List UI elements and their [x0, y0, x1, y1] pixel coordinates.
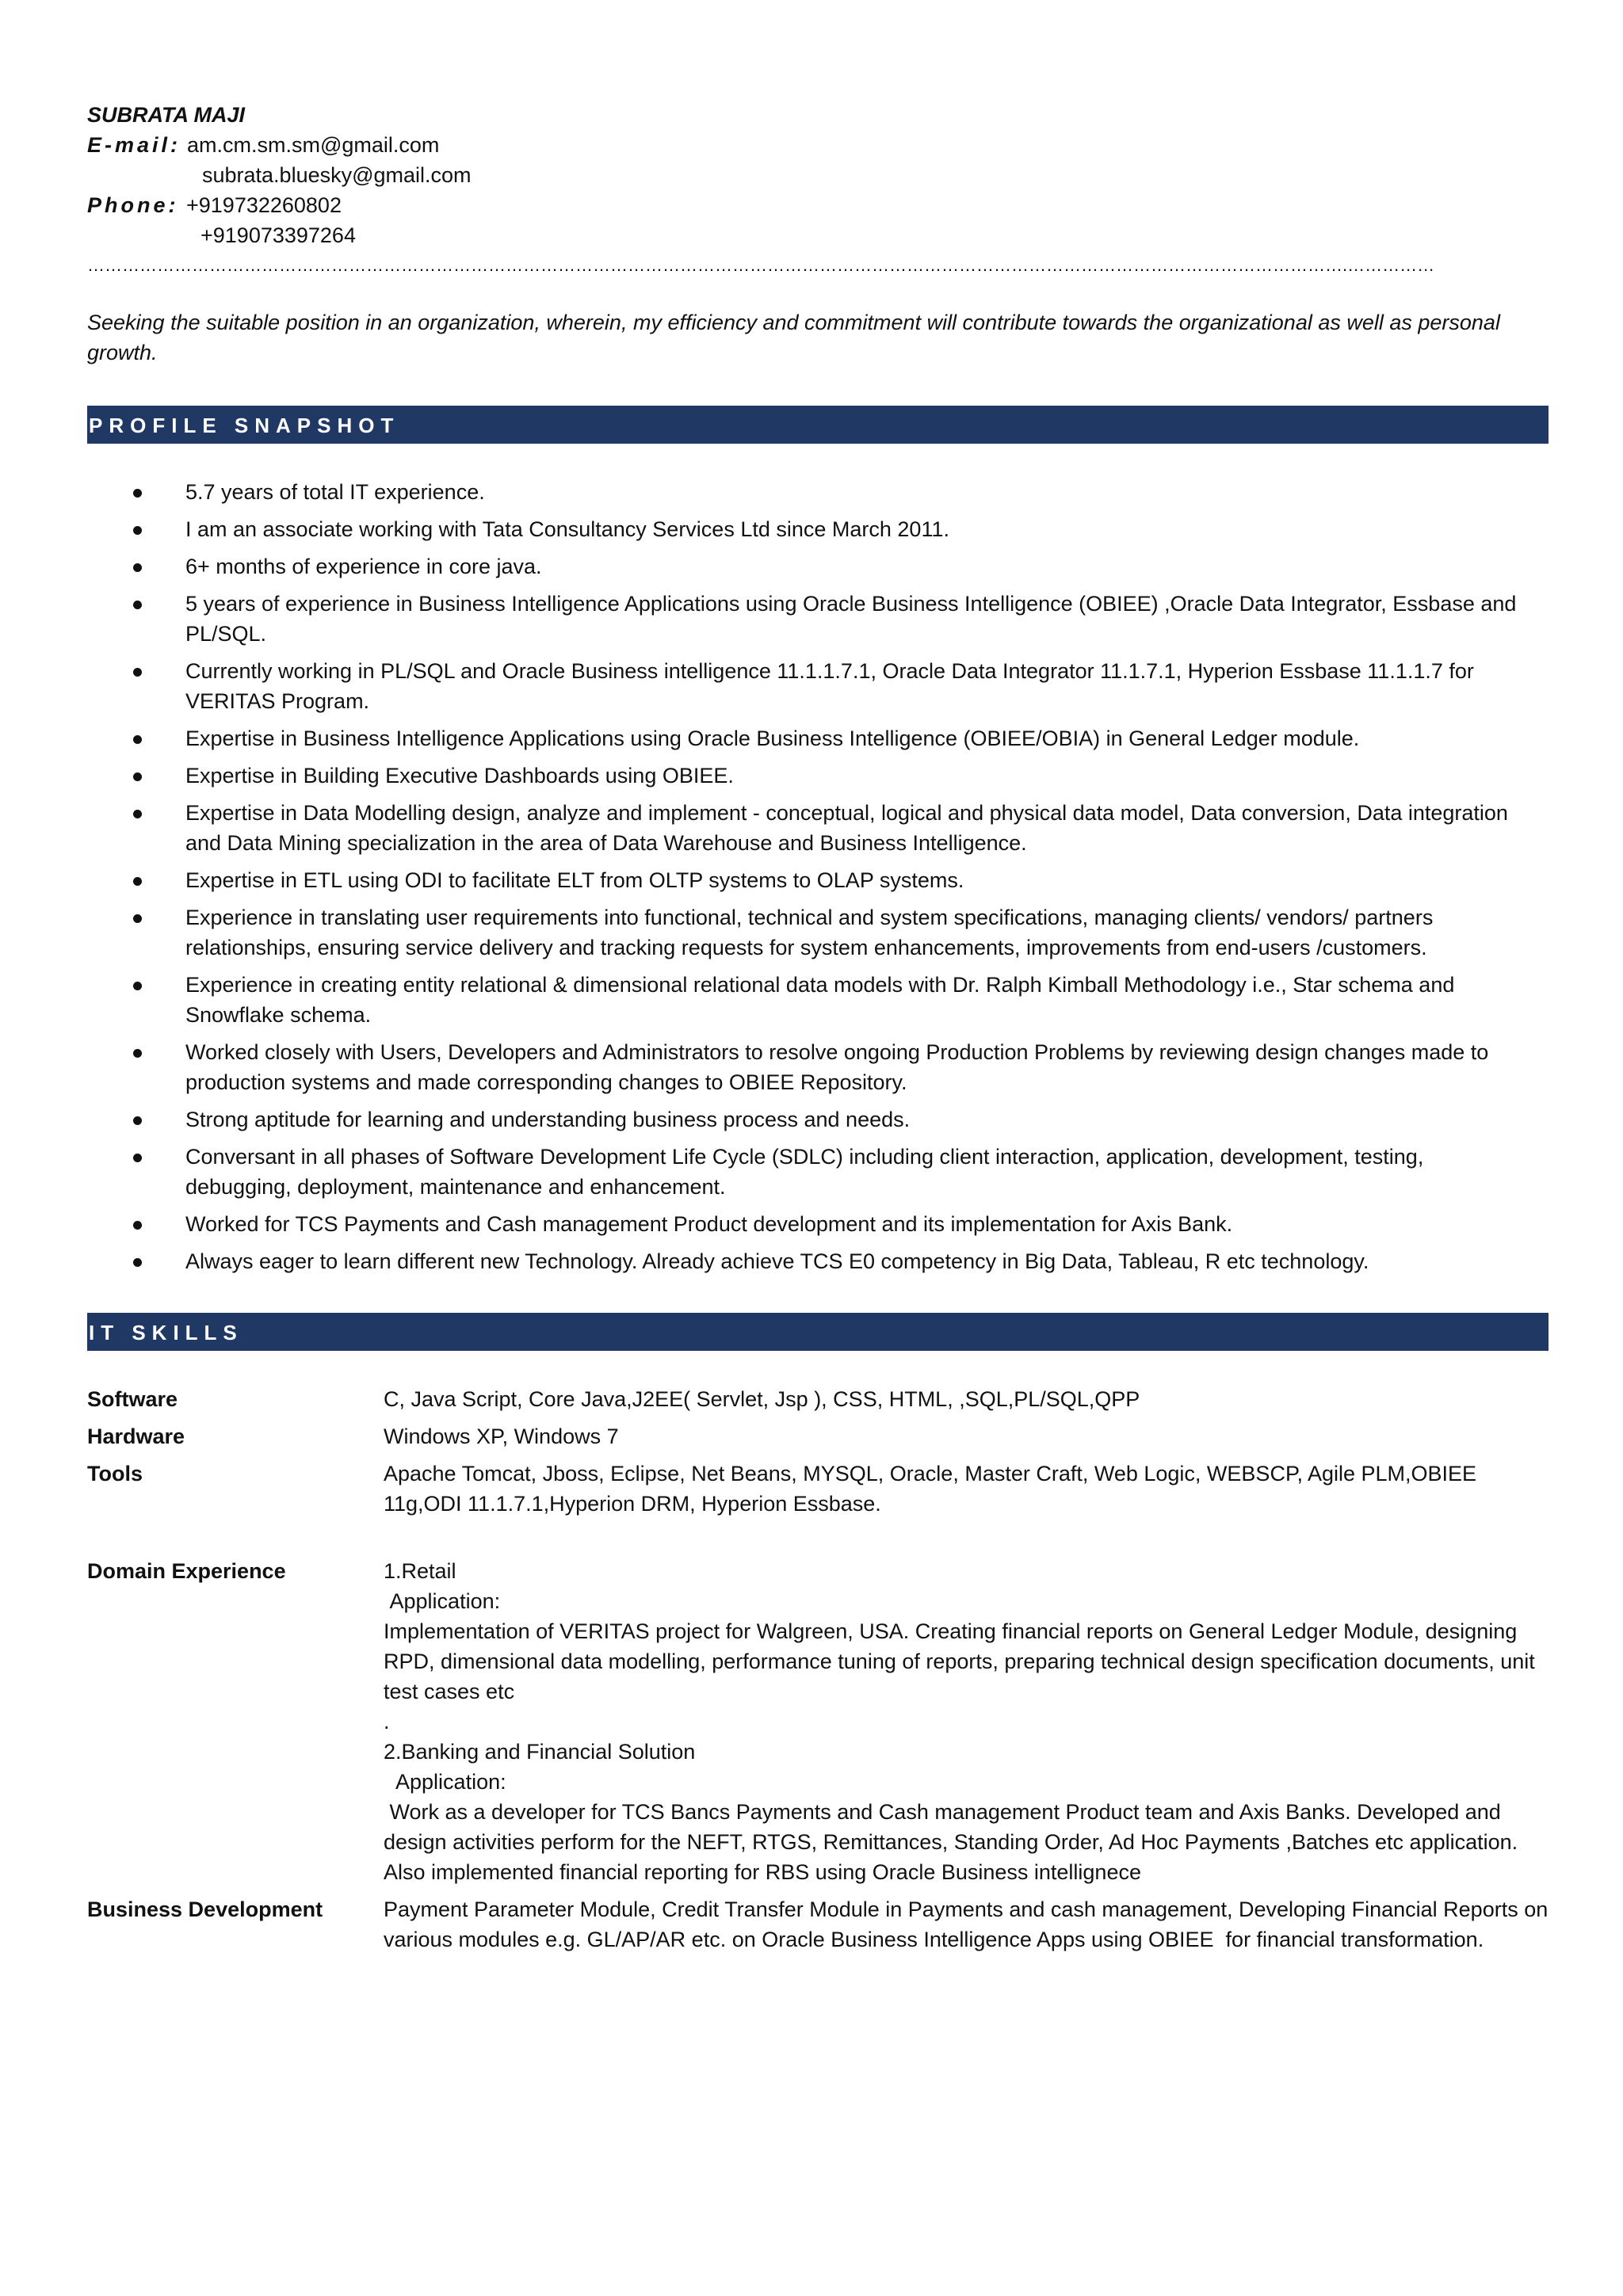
list-item-text: I am an associate working with Tata Consultancy Services Ltd since March 2011.: [185, 517, 949, 541]
bullet-icon: [133, 1049, 142, 1058]
table-row: [87, 1459, 1549, 1549]
list-item: [87, 1209, 1526, 1239]
bullet-icon: [133, 668, 142, 677]
skill-value: [384, 1894, 1554, 1955]
list-item: [87, 723, 1526, 753]
skill-value-line: 2.Banking and Financial Solution: [384, 1740, 696, 1764]
list-item-text: 6+ months of experience in core java.: [185, 555, 542, 578]
bullet-icon: [133, 735, 142, 744]
skill-value: [384, 1421, 1549, 1451]
list-item: [87, 1246, 1526, 1276]
bullet-icon: [133, 982, 142, 990]
list-item-text: Worked closely with Users, Developers and Administrators to resolve ongoing Production Problems by reviewing design changes made to production systems and made corresponding changes to OBIEE Repository.: [185, 1040, 1489, 1094]
skill-value-line: .: [384, 1710, 390, 1733]
skill-value-line: [384, 1519, 1549, 1549]
list-item: [87, 514, 1526, 544]
skills-table: [87, 1384, 1554, 1955]
phone-row: [87, 190, 1549, 220]
skill-value: [384, 1556, 1549, 1887]
phone-secondary: +919073397264: [200, 223, 356, 247]
bullet-icon: [133, 877, 142, 886]
list-item: [87, 589, 1526, 649]
skill-label: Domain Experience: [87, 1559, 286, 1583]
list-item-text: Strong aptitude for learning and understanding business process and needs.: [185, 1108, 911, 1131]
list-item: [87, 970, 1526, 1030]
skill-value-line: Apache Tomcat, Jboss, Eclipse, Net Beans, MYSQL, Oracle, Master Craft, Web Logic, WEBSCP, Agile PLM,OBIEE 11g,ODI 11.1.7.1,Hyperion DRM, Hyperion Essbase.: [384, 1462, 1483, 1516]
list-item-text: Expertise in Building Executive Dashboards using OBIEE.: [185, 764, 734, 788]
table-row: [87, 1421, 1549, 1451]
bullet-icon: [133, 772, 142, 781]
email-row: [87, 130, 1549, 160]
table-row: [87, 1556, 1549, 1887]
skill-value-line: Also implemented financial reporting for RBS using Oracle Business intellignece: [384, 1860, 1141, 1884]
table-row: [87, 1384, 1549, 1414]
skill-label: Business Development: [87, 1897, 323, 1921]
bullet-icon: [133, 1221, 142, 1230]
profile-heading-text: PROFILE SNAPSHOT: [89, 414, 400, 437]
list-item-text: Worked for TCS Payments and Cash management Product development and its implementation for Axis Bank.: [185, 1212, 1233, 1236]
candidate-name: SUBRATA MAJI: [87, 103, 245, 127]
list-item-text: Conversant in all phases of Software Development Life Cycle (SDLC) including client interaction, application, development, testing, debugging, deployment, maintenance and enhancement.: [185, 1145, 1424, 1199]
bullet-icon: [133, 563, 142, 572]
skill-value: [384, 1384, 1549, 1414]
resume-page: [87, 100, 1554, 1962]
list-item: [87, 761, 1526, 791]
list-item-text: Experience in translating user requirements into functional, technical and system specifications, managing clients/ vendors/ partners relationships, ensuring service delivery and tracking requests for system enhancements, improvements from end-users /customers.: [185, 906, 1434, 959]
section-heading-skills: [87, 1313, 1549, 1351]
list-item: [87, 902, 1526, 963]
skill-value-line: Windows XP, Windows 7: [384, 1425, 619, 1448]
skill-value-line: 1.Retail: [384, 1559, 456, 1583]
list-item: [87, 477, 1526, 507]
email-secondary: subrata.bluesky@gmail.com: [202, 163, 472, 187]
list-item: [87, 1037, 1526, 1097]
list-item-text: Expertise in ETL using ODI to facilitate ELT from OLTP systems to OLAP systems.: [185, 868, 964, 892]
list-item-text: Currently working in PL/SQL and Oracle Business intelligence 11.1.1.7.1, Oracle Data Integrator 11.1.7.1, Hyperion Essbase 11.1.1.7 for VERITAS Program.: [185, 659, 1474, 713]
list-item: [87, 656, 1526, 716]
skill-value-line: C, Java Script, Core Java,J2EE( Servlet, Jsp ), CSS, HTML, ,SQL,PL/SQL,QPP: [384, 1387, 1140, 1411]
skill-value-line: Application:: [384, 1770, 506, 1794]
table-row: [87, 1894, 1554, 1955]
list-item: [87, 551, 1526, 582]
bullet-icon: [133, 526, 142, 535]
bullet-icon: [133, 601, 142, 609]
phone-primary: +919732260802: [186, 193, 342, 217]
bullet-icon: [133, 1154, 142, 1162]
header-divider: ……………………………………………………………………………………………………………………………………………………………………………………………….……………: [87, 255, 1435, 275]
section-heading-profile: [87, 406, 1549, 444]
skill-label: Hardware: [87, 1425, 185, 1448]
list-item: [87, 1104, 1526, 1135]
list-item: [87, 798, 1526, 858]
skill-value-line: Payment Parameter Module, Credit Transfer Module in Payments and cash management, Developing Financial Reports on various modules e.g. GL/AP/AR etc. on Oracle Business Intelligence Apps using OBIEE for financial transformation.: [384, 1897, 1554, 1951]
bullet-icon: [133, 914, 142, 923]
email-primary: am.cm.sm.sm@gmail.com: [187, 133, 440, 157]
list-item-text: Experience in creating entity relational & dimensional relational data models with Dr. Ralph Kimball Methodology i.e., Star schema and Snowflake schema.: [185, 973, 1455, 1027]
bullet-icon: [133, 1116, 142, 1125]
list-item: [87, 1142, 1526, 1202]
list-item-text: Expertise in Data Modelling design, analyze and implement - conceptual, logical and physical data model, Data conversion, Data integration and Data Mining specialization in the area of Data Warehouse and Business Intelligence.: [185, 801, 1508, 855]
skill-label: Software: [87, 1387, 178, 1411]
skills-heading-text: IT SKILLS: [89, 1321, 243, 1344]
phone-label: Phone:: [87, 193, 179, 217]
list-item-text: 5.7 years of total IT experience.: [185, 480, 485, 504]
list-item: [87, 865, 1526, 895]
skill-label: Tools: [87, 1462, 143, 1486]
career-objective: Seeking the suitable position in an organization, wherein, my efficiency and commitment will contribute towards the organizational as well as personal growth.: [87, 311, 1500, 364]
list-item-text: 5 years of experience in Business Intelligence Applications using Oracle Business Intelligence (OBIEE) ,Oracle Data Integrator, Essbase and PL/SQL.: [185, 592, 1517, 646]
skill-value-line: Implementation of VERITAS project for Walgreen, USA. Creating financial reports on General Ledger Module, designing RPD, dimensional data modelling, performance tuning of reports, preparing technical design specification documents, unit test cases etc: [384, 1619, 1541, 1703]
bullet-icon: [133, 1258, 142, 1267]
list-item-text: Expertise in Business Intelligence Applications using Oracle Business Intelligence (OBIEE/OBIA) in General Ledger module.: [185, 727, 1360, 750]
skill-value-line: Work as a developer for TCS Bancs Payments and Cash management Product team and Axis Banks. Developed and design activities perform for the NEFT, RTGS, Remittances, Standing Order, Ad Hoc Payments ,Batches etc application.: [384, 1800, 1518, 1854]
list-item-text: Always eager to learn different new Technology. Already achieve TCS E0 competency in Big Data, Tableau, R etc technology.: [185, 1249, 1369, 1273]
bullet-icon: [133, 810, 142, 818]
skill-value: [384, 1459, 1549, 1549]
profile-list: [87, 477, 1549, 1276]
email-label: E-mail:: [87, 133, 181, 157]
bullet-icon: [133, 489, 142, 498]
skill-value-line: Application:: [384, 1589, 501, 1613]
